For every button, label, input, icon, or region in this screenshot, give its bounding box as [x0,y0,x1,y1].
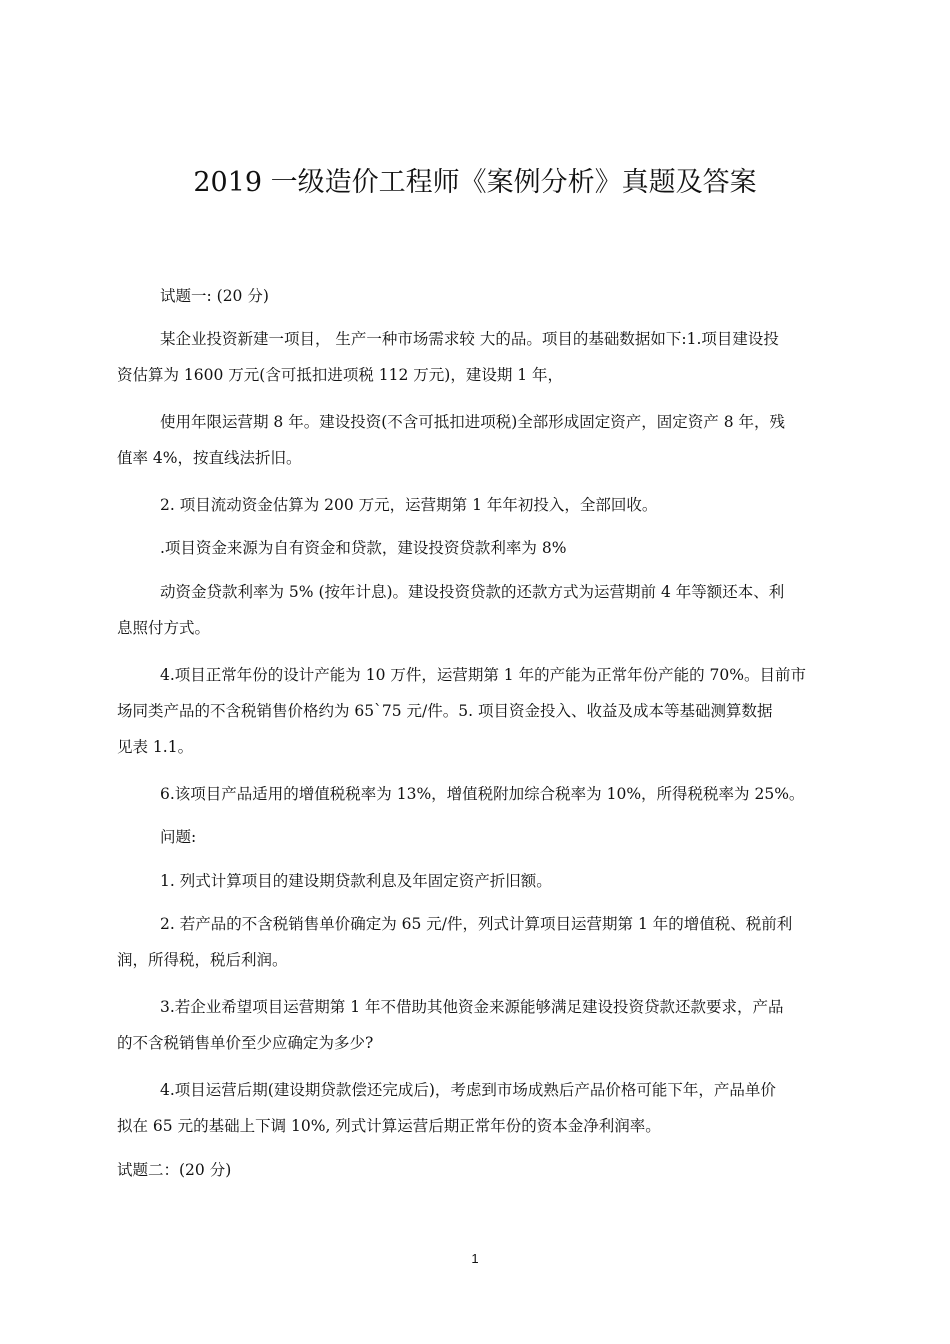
question-2-line-1: 2. 若产品的不含税销售单价确定为 65 元/件，列式计算项目运营期第 1 年的增值税、税前利 [160,915,793,933]
paragraph-5-line-2: 息照付方式。 [117,619,211,637]
section2-heading: 试题二：(20 分) [117,1161,232,1179]
paragraph-7: 6.该项目产品适用的增值税税率为 13%，增值税附加综合税率为 10%，所得税税率为 25%。 [160,785,805,803]
paragraph-2-line-2: 值率 4%，按直线法折旧。 [117,449,302,467]
paragraph-1-line-1: 某企业投资新建一项目， 生产一种市场需求较 大的品。项目的基础数据如下:1.项目建设投 [160,330,779,348]
question-4-line-1: 4.项目运营后期(建设期贷款偿还完成后)，考虑到市场成熟后产品价格可能下年，产品单价 [160,1081,776,1099]
paragraph-6-line-1: 4.项目正常年份的设计产能为 10 万件，运营期第 1 年的产能为正常年份产能的 70%。目前市 [160,666,806,684]
question-3-line-2: 的不含税销售单价至少应确定为多少? [117,1034,374,1052]
paragraph-5-line-1: 动资金贷款利率为 5% (按年计息)。建设投资贷款的还款方式为运营期前 4 年等额还本、利 [160,583,785,601]
question-2-line-2: 润，所得税，税后利润。 [117,951,288,969]
question-1: 1. 列式计算项目的建设期贷款利息及年固定资产折旧额。 [160,872,552,890]
paragraph-1-line-2: 资估算为 1600 万元(含可抵扣进项税 112 万元)，建设期 1 年， [117,366,564,384]
document-title: 2019 一级造价工程师《案例分析》真题及答案 [193,167,757,198]
page-number: 1 [471,1251,479,1266]
question-4-line-2: 拟在 65 元的基础上下调 10%, 列式计算运营后期正常年份的资本金净利润率。 [117,1117,661,1135]
paragraph-6-line-3: 见表 1.1。 [117,738,194,756]
questions-heading: 问题: [160,828,197,846]
paragraph-2-line-1: 使用年限运营期 8 年。建设投资(不含可抵扣进项税)全部形成固定资产，固定资产 8 年，残 [160,413,786,431]
paragraph-4: .项目资金来源为自有资金和贷款，建设投资贷款利率为 8% [160,539,567,557]
paragraph-3: 2. 项目流动资金估算为 200 万元，运营期第 1 年年初投入，全部回收。 [160,496,658,514]
question-3-line-1: 3.若企业希望项目运营期第 1 年不借助其他资金来源能够满足建设投资贷款还款要求，产品 [160,998,784,1016]
section1-heading: 试题一: (20 分) [160,287,269,305]
paragraph-6-line-2: 场同类产品的不含税销售价格约为 65`75 元/件。5. 项目资金投入、收益及成本等基础测算数据 [117,702,773,720]
